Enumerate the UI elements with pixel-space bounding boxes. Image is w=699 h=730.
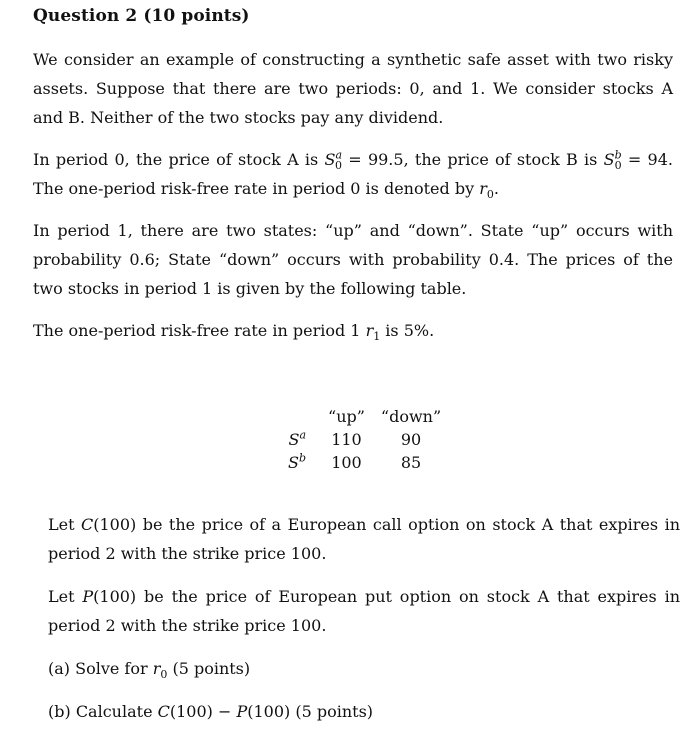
table-cell: 110 (331, 430, 362, 449)
stock-a-price-symbol: S (324, 150, 336, 169)
period0-paragraph (33, 145, 673, 203)
question-title: Question 2 (10 points) (33, 6, 250, 26)
row-label-sa: $S^a$ (288, 428, 307, 449)
stock-b-price-symbol: S (603, 150, 615, 169)
put-symbol: P (82, 587, 94, 606)
price-table (280, 405, 449, 474)
row-label-sb: $S^b$ (288, 451, 307, 472)
call-definition: Let C(100) be the price of a European call option on stock A that expires in period 2 with the strike price 100. (48, 515, 681, 563)
r0-symbol: r (479, 179, 487, 198)
period1-line: probability 0.6; State “down” occurs with probability 0.4. The prices of the (33, 250, 673, 269)
table-row (280, 451, 449, 474)
intro-line: and B. Neither of the two stocks pay any dividend. (33, 108, 444, 127)
part-b: (b) Calculate C(100) − P(100) (5 points) (48, 702, 374, 721)
table-cell: 85 (400, 453, 422, 472)
r1-symbol: r (365, 321, 374, 340)
period1-line: In period 1, there are two states: “up” and “down”. State “up” occurs with (33, 221, 673, 240)
period0-line: In period 0, the price of stock A is $S^a_0 = 99.5$, the price of stock B is $S^b_0 = 94$. (33, 148, 673, 173)
period0-line: The one-period risk-free rate in period 0 is denoted by $r_0$. (33, 179, 499, 202)
table-cell: 90 (400, 430, 422, 449)
part-a: (a) Solve for $r_0$ (5 points) (48, 659, 251, 682)
call-symbol: C (81, 515, 94, 534)
table-row (280, 428, 449, 451)
table-header-row (280, 405, 449, 428)
header-up: “up” (328, 407, 365, 426)
intro-line: assets. Suppose that there are two periods: 0, and 1. We consider stocks A (33, 79, 673, 98)
period1-line: two stocks in period 1 is given by the following table. (33, 279, 467, 298)
header-down: “down” (380, 407, 442, 426)
intro-paragraph (33, 45, 673, 132)
intro-line: We consider an example of constructing a synthetic safe asset with two risky (33, 50, 673, 69)
period1-paragraph (33, 216, 673, 303)
put-definition: Let P(100) be the price of European put option on stock A that expires in period 2 with the strike price 100. (48, 587, 680, 635)
rate1-paragraph: The one-period risk-free rate in period 1 $r_1$ is 5%. (33, 321, 435, 344)
table-cell: 100 (331, 453, 362, 472)
